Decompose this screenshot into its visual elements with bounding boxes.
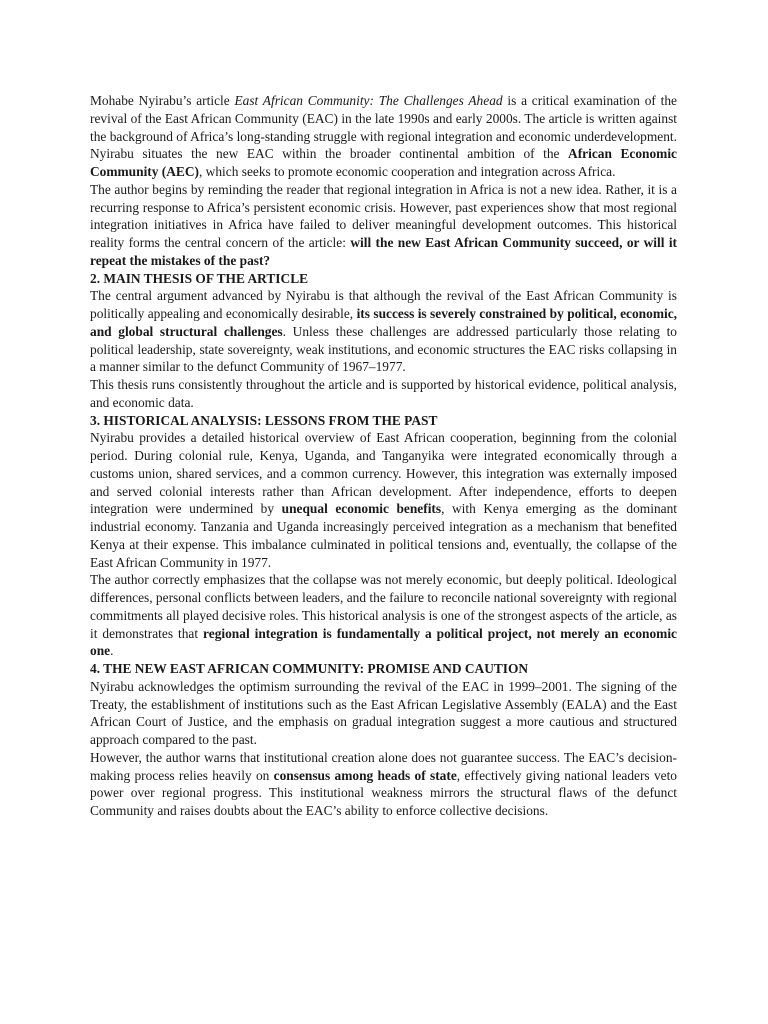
bold-text: consensus among heads of state (273, 767, 457, 783)
italic-text: East African Community: The Challenges Ahead (234, 93, 503, 108)
paragraph (90, 376, 677, 412)
text-run: 4. THE NEW EAST AFRICAN COMMUNITY: PROMISE AND CAUTION (90, 661, 529, 676)
text-run: . Unless these challenges are addressed particularly those relating to political leadership, state sovereignty, weak institutions, and economic structures the EAC risks collapsing in a manner similar to the defunct Community of 1967–1977. (90, 323, 677, 375)
bold-text: will the new East African Community succeed, or will it repeat the mistakes of the past? (90, 235, 677, 268)
paragraph (90, 749, 677, 820)
bold-text: unequal economic benefits (281, 501, 442, 517)
text-run: Nyirabu acknowledges the optimism surrounding the revival of the EAC in 1999–2001. The signing of the Treaty, the establishment of institutions such as the East African Legislative Assembly (EALA) and the East African Court of Justice, and the emphasis on gradual integration suggest a more cautious and structured approach compared to the past. (90, 678, 677, 747)
document-page (90, 92, 677, 820)
text-run: , which seeks to promote economic cooperation and integration across Africa. (198, 164, 616, 179)
paragraph (90, 678, 677, 749)
text-run: , with Kenya emerging as the dominant industrial economy. Tanzania and Uganda increasingly perceived integration as a mechanism that benefited Kenya at their expense. This imbalance culminated in political tensions and, eventually, the collapse of the East African Community in 1977. (90, 501, 677, 570)
paragraph (90, 181, 677, 270)
text-run: 3. HISTORICAL ANALYSIS: LESSONS FROM THE PAST (90, 412, 438, 428)
paragraph (90, 571, 677, 660)
paragraph (90, 92, 677, 181)
text-run: However, the author warns that institutional creation alone does not guarantee success. The EAC’s decision-making process relies heavily on (90, 749, 677, 783)
section-heading (90, 660, 677, 678)
text-run: . (110, 643, 114, 659)
text-run: , effectively giving national leaders veto power over regional progress. This institutional weakness mirrors the structural flaws of the defunct Community and raises doubts about the EAC’s ability to enforce collective decisions. (90, 767, 677, 818)
text-run: Mohabe Nyirabu’s article (90, 93, 235, 108)
text-run: This thesis runs consistently throughout the article and is supported by historical evidence, political analysis, and economic data. (90, 377, 677, 410)
text-run: The central argument advanced by Nyirabu is that although the revival of the East African Community is politically appealing and economically desirable, (90, 288, 677, 321)
paragraph (90, 429, 677, 571)
bold-text: regional integration is fundamentally a political project, not merely an economic one (90, 625, 677, 659)
text-run: The author begins by reminding the reader that regional integration in Africa is not a new idea. Rather, it is a recurring response to Africa’s persistent economic crisis. However, past experiences show that most regional integration initiatives in Africa have failed to deliver meaningful development outcomes. This historical reality forms the central concern of the article: (90, 181, 677, 250)
paragraph (90, 287, 677, 376)
text-run: The author correctly emphasizes that the collapse was not merely economic, but deeply political. Ideological differences, personal conflicts between leaders, and the failure to reconcile national sovereignty with regional commitments all played decisive roles. This historical analysis is one of the strongest aspects of the article, as it demonstrates that (90, 572, 677, 641)
text-run: 2. MAIN THESIS OF THE ARTICLE (90, 270, 309, 286)
section-heading (90, 412, 677, 430)
bold-text: its success is severely constrained by political, economic, and global structural challenges (90, 306, 677, 339)
text-run: Nyirabu provides a detailed historical overview of East African cooperation, beginning from the colonial period. During colonial rule, Kenya, Uganda, and Tanganyika were integrated economically through a customs union, shared services, and a common currency. However, this integration was externally imposed and served colonial interests rather than African development. After independence, efforts to deepen integration were undermined by (90, 430, 677, 517)
text-run: is a critical examination of the revival of the East African Community (EAC) in the late 1990s and early 2000s. The article is written against the background of Africa’s long-standing struggle with regional integration and economic underdevelopment. Nyirabu situates the new EAC within the broader continental ambition of the (90, 93, 677, 162)
section-heading (90, 270, 677, 288)
bold-text: African Economic Community (AEC) (90, 146, 677, 179)
